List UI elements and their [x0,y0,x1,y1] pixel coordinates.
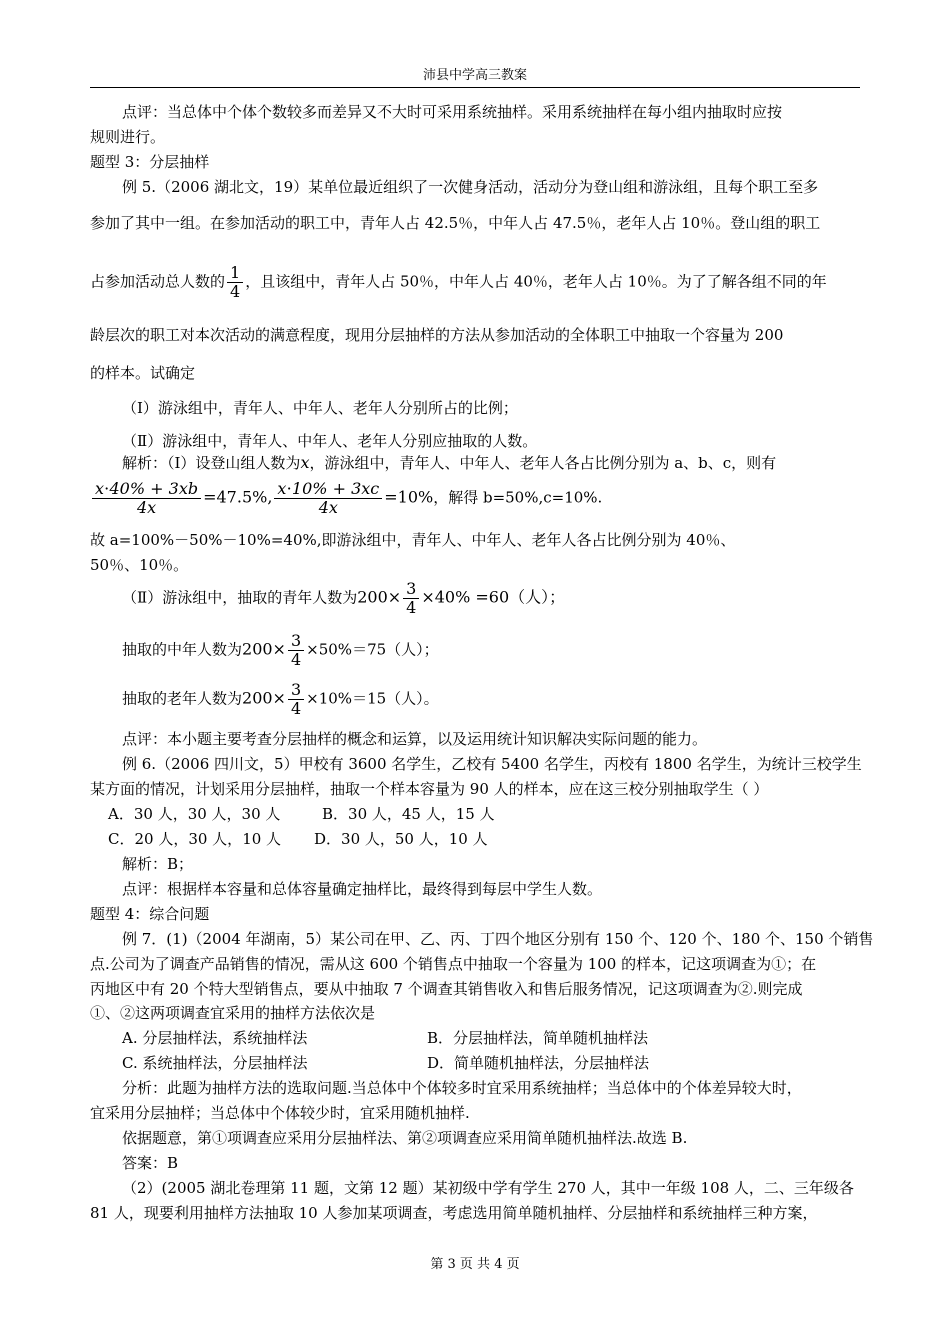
paragraph-line: 例 6.（2006 四川文，5）甲校有 3600 名学生，乙校有 5400 名学生，丙校有 1800 名学生，为统计三校学生 [122,755,862,773]
fraction [227,264,243,301]
paragraph-line: 81 人，现要利用抽样方法抽取 10 人参加某项调查，考虑选用简单随机抽样、分层抽样和系统抽样三种方案， [90,1204,818,1222]
number: 200× [357,587,402,607]
paragraph-line [122,681,862,718]
text-segment: ，解得 b=50%,c=10%. [433,488,603,507]
fraction-denominator: 4 [290,650,302,669]
number: 200× [242,639,286,659]
paragraph-line: 某方面的情况，计划采用分层抽样，抽取一个样本容量为 90 人的样本，应在这三校分别抽取学生（ ） [90,780,769,798]
paragraph-line: （2）(2005 湖北卷理第 11 题，文第 12 题）某初级中学有学生 270 人，其中一年级 108 人，二、三年级各 [122,1179,854,1197]
variable: x [300,453,310,472]
fraction-denominator: 4x [318,498,338,517]
text-segment: ×40% =60（人）； [421,587,566,607]
option-row [122,1053,862,1073]
fraction-numerator: 3 [288,632,304,651]
paragraph-line: 解析：B； [122,855,194,873]
text-segment: ×10%＝15（人）。 [306,689,439,708]
text-segment: 占参加活动总人数的 [90,272,226,291]
fraction-denominator: 4 [290,699,302,718]
option-row [108,804,880,824]
equation-line [90,480,862,517]
page-footer: 第 3 页 共 4 页 [430,1257,520,1272]
fraction [92,480,201,517]
option-row [122,1028,862,1048]
paragraph-line: 依据题意，第①项调查应采用分层抽样法、第②项调查应采用简单随机抽样法.故选 B. [122,1129,688,1147]
paragraph-line [122,580,862,617]
paragraph-line: 点评：当总体中个体个数较多而差异又不大时可采用系统抽样。采用系统抽样在每小组内抽取时应按 [122,103,783,121]
number: 200× [242,688,286,708]
fraction-numerator: x⋅40% + 3xb [92,480,201,499]
paragraph-line: 丙地区中有 20 个特大型销售点，要从中抽取 7 个调查其销售收入和售后服务情况，记这项调查为②.则完成 [90,980,803,998]
list-item: （Ⅰ）游泳组中，青年人、中年人、老年人分别所占的比例； [122,399,518,417]
paragraph-line: 参加了其中一组。在参加活动的职工中，青年人占 42.5％，中年人占 47.5％，老年人占 10％。登山组的职工 [90,214,821,232]
paragraph-line: 的样本。试确定 [90,364,196,382]
paragraph-line [122,632,862,669]
text-segment: ，且该组中，青年人占 50％，中年人占 40％，老年人占 10％。为了了解各组不同的年 [245,272,827,291]
text-segment: （Ⅱ）游泳组中，抽取的青年人数为 [122,588,358,607]
fraction-denominator: 4x [136,498,157,517]
fraction [274,480,382,517]
fraction-numerator: 3 [288,681,304,700]
fraction-numerator: x⋅10% + 3xc [274,480,382,499]
list-item: （Ⅱ）游泳组中，青年人、中年人、老年人分别应抽取的人数。 [122,432,538,450]
fraction [403,580,419,617]
option-d: D．简单随机抽样法，分层抽样法 [427,1054,650,1072]
section-heading: 题型 4：综合问题 [90,905,210,923]
paragraph-line: 龄层次的职工对本次活动的满意程度，现用分层抽样的方法从参加活动的全体职工中抽取一个容量为 200 [90,326,784,344]
section-heading: 题型 3：分层抽样 [90,153,210,171]
fraction-denominator: 4 [230,282,241,301]
fraction-numerator: 1 [227,264,243,283]
text-segment: 解析：（Ⅰ）设登山组人数为 [122,454,301,472]
paragraph-line: 50％、10％。 [90,556,189,574]
text-segment: ×50%＝75（人）； [306,640,439,659]
paragraph-line: 宜采用分层抽样；当总体中个体较少时，宜采用随机抽样. [90,1104,470,1122]
fraction-numerator: 3 [403,580,419,599]
fraction [288,632,304,669]
paragraph-line: 点评：本小题主要考查分层抽样的概念和运算，以及运用统计知识解决实际问题的能力。 [122,730,708,748]
fraction-denominator: 4 [406,598,417,617]
equation-value: =47.5%, [203,487,273,507]
paragraph-line [90,264,862,301]
text-segment: ，游泳组中，青年人、中年人、老年人各占比例分别为 a、b、c，则有 [309,454,777,472]
paragraph-line: 例 5.（2006 湖北文，19）某单位最近组织了一次健身活动，活动分为登山组和游泳组，且每个职工至多 [122,178,819,196]
paragraph-line: 故 a=100%－50%－10%=40%,即游泳组中，青年人、中年人、老年人各占比例分别为 40％、 [90,531,736,549]
paragraph-line: 例 7．(1)（2004 年湖南，5）某公司在甲、乙、丙、丁四个地区分别有 150 个、120 个、180 个、150 个销售 [122,930,874,948]
option-row [108,829,880,849]
option-b: B．分层抽样法，简单随机抽样法 [427,1029,649,1047]
option-a: A．30 人，30 人，30 人 [108,805,281,823]
page-header: 沛县中学高三教案 [90,64,860,88]
paragraph-line: 分析：此题为抽样方法的选取问题.当总体中个体较多时宜采用系统抽样；当总体中的个体差异较大时， [122,1079,802,1097]
fraction [288,681,304,718]
answer-line: 答案：B [122,1154,179,1172]
paragraph-line: ①、②这两项调查宜采用的抽样方法依次是 [90,1004,376,1022]
paragraph-line: 规则进行。 [90,128,166,146]
paragraph-line [122,453,862,473]
option-b: B．30 人，45 人，15 人 [322,805,495,823]
option-c: C. 系统抽样法，分层抽样法 [122,1054,308,1072]
option-c: C．20 人，30 人，10 人 [108,830,282,848]
text-segment: 抽取的老年人数为 [122,689,243,708]
paragraph-line: 点评：根据样本容量和总体容量确定抽样比，最终得到每层中学生人数。 [122,880,603,898]
option-d: D．30 人，50 人，10 人 [314,830,488,848]
equation-value: =10% [384,487,434,507]
option-a: A. 分层抽样法，系统抽样法 [122,1029,308,1047]
text-segment: 抽取的中年人数为 [122,640,243,659]
paragraph-line: 点.公司为了调查产品销售的情况，需从这 600 个销售点中抽取一个容量为 100 的样本，记这项调查为①；在 [90,955,817,973]
